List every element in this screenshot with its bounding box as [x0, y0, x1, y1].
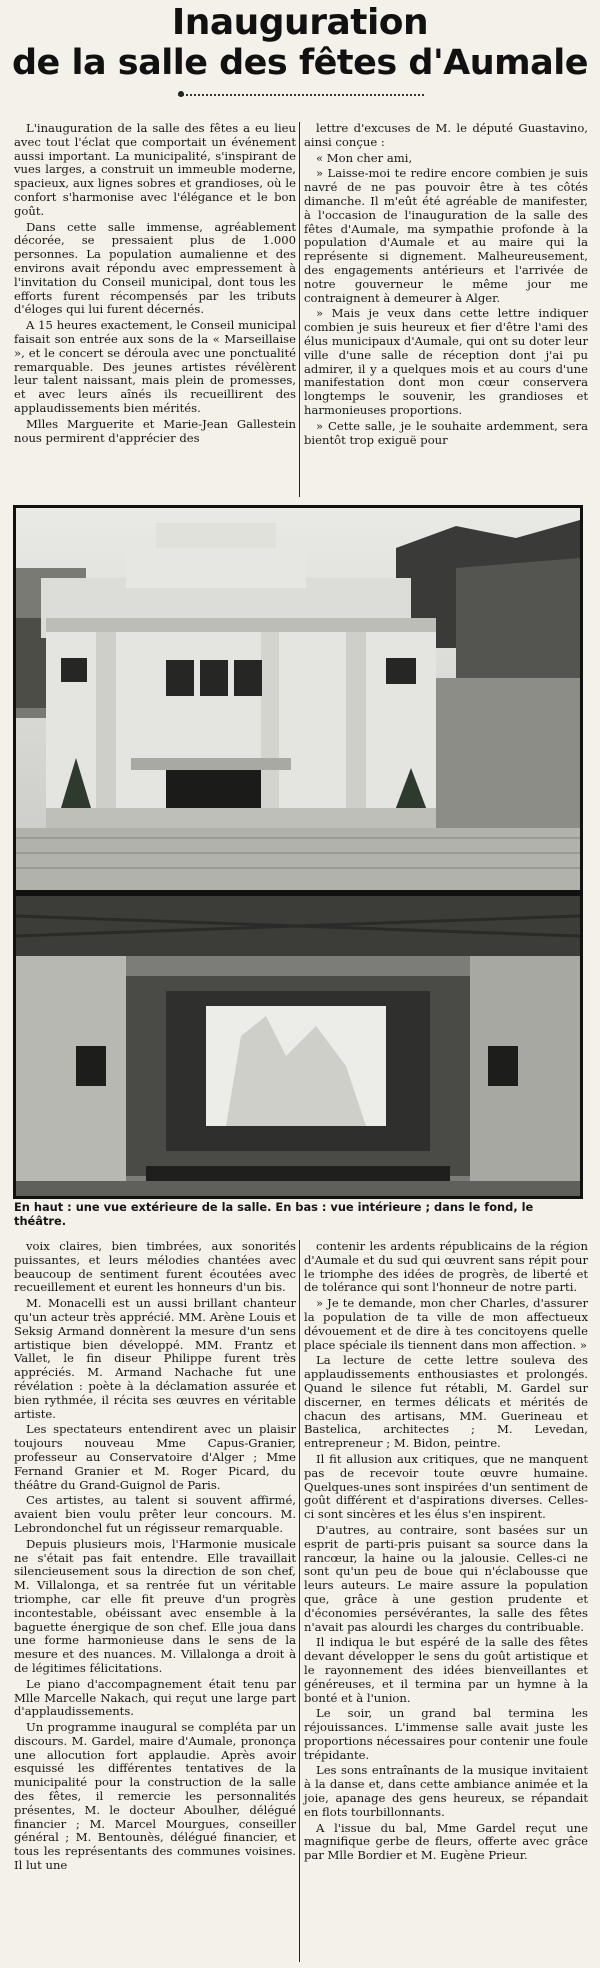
paragraph: Dans cette salle immense, agréablement décorée, se pressaient plus de 1.000 personnes. La population aumalienne et des environs avait répondu avec empressement à l'invitation du Conseil municipal, dont tous les efforts furent récompensés par les tributs d'éloges qui lui furent décernés.	[14, 219, 296, 317]
paragraph: A 15 heures exactement, le Conseil municipal faisait son entrée aux sons de la « Marseillaise », et le concert se déroula avec une ponctualité remarquable. Des jeunes artistes révélèrent leur talent naissant, mais plein de promesses, et avec leurs aînés ils recueillirent des applaudissements bien mérités.	[14, 318, 296, 415]
paragraph: Depuis plusieurs mois, l'Harmonie musicale ne s'était pas fait entendre. Elle travaillait silencieusement sous la direction de son chef, M. Villalonga, et sa rentrée fut un véritable triomphe, car elle fit preuve d'un progrès incontestable, obéissant avec ensemble à la baguette énergique de son chef. Elle joua dans une forme harmonieuse dans le sens de la mesure et des nuances. M. Villalonga a droit à de légitimes félicitations.	[14, 1536, 296, 1675]
headline-line-2: de la salle des fêtes d'Aumale	[11, 43, 588, 83]
paragraph: » Je te demande, mon cher Charles, d'assurer la population de ta ville de mon affectueux dévouement et de dire à tes concitoyens quelle place spéciale ils tiennent dans mon affection. »	[304, 1296, 588, 1352]
paragraph: Le piano d'accompagnement était tenu par Mlle Marcelle Nakach, qui reçut une large part d'applaudissements.	[14, 1676, 296, 1719]
paragraph: A l'issue du bal, Mme Gardel reçut une magnifique gerbe de fleurs, offerte avec grâce par Mlle Bordier et M. Eugène Prieur.	[304, 1820, 588, 1863]
paragraph: Les sons entraînants de la musique invitaient à la danse et, dans cette ambiance animée et la joie, apanage des gens heureux, se répandait en flots tourbillonnants.	[304, 1763, 588, 1819]
headline-rule	[178, 94, 424, 96]
paragraph: » Mais je veux dans cette lettre indiquer combien je suis heureux et fier d'être l'ami des élus municipaux d'Aumale, qui ont su doter leur ville d'une salle de réception dont j'ai pu admirer, il y a quelques mois et au cours d'une manifestation dont mon cœur conservera longtemps le souvenir, les grandioses et harmonieuses proportions.	[304, 306, 588, 417]
paragraph: voix claires, bien timbrées, aux sonorités puissantes, et leurs mélodies chantées avec beaucoup de sentiment furent écoutées avec recueillement et eurent les honneurs d'un bis.	[14, 1239, 296, 1295]
exterior-illustration	[16, 508, 580, 890]
paragraph: Ces artistes, au talent si souvent affirmé, avaient bien voulu prêter leur concours. M. Lebrondonchel fut un régisseur remarquable.	[14, 1493, 296, 1535]
interior-illustration	[16, 896, 580, 1196]
article-column-1	[14, 122, 296, 447]
interior-photo	[13, 893, 583, 1199]
paragraph: Il indiqua le but espéré de la salle des fêtes devant développer le sens du goût artistique et le rayonnement des idées bienveillantes et généreuses, et il termina par un hymne à la bonté et à l'union.	[304, 1635, 588, 1705]
column-divider	[299, 1240, 300, 1962]
article-column-4	[304, 1240, 588, 1865]
article-column-3	[14, 1240, 296, 1875]
exterior-photo	[13, 505, 583, 893]
headline-line-1: Inauguration	[171, 2, 429, 43]
paragraph: » Laisse-moi te redire encore combien je suis navré de ne pas pouvoir être à tes côtés dimanche. Il m'eût été agréable de manifester, à l'occasion de l'inauguration de la salle des fêtes d'Aumale, ma sympathie profonde à la population d'Aumale et au maire qui la représente si dignement. Malheureusement, des engagements antérieurs et l'arrivée de notre gouverneur le même jour me contraignent à demeurer à Alger.	[304, 166, 588, 305]
paragraph: L'inauguration de la salle des fêtes a eu lieu avec tout l'éclat que comportait un événement aussi important. La municipalité, s'inspirant de vues larges, a construit un immeuble moderne, spacieux, aux lignes sobres et grandioses, où le confort s'harmonise avec l'élégance et le bon goût.	[14, 121, 296, 218]
paragraph: « Mon cher ami,	[316, 150, 413, 165]
paragraph: contenir les ardents républicains de la région d'Aumale et du sud qui œuvrent sans répit pour le triomphe des idées de progrès, de liberté et de tolérance qui sont l'honneur de notre parti.	[304, 1239, 588, 1295]
paragraph: Un programme inaugural se compléta par un discours. M. Gardel, maire d'Aumale, prononça une allocution fort applaudie. Après avoir esquissé les différentes tentatives de la municipalité pour la construction de la salle des fêtes, il remercie les personnalités présentes, M. le docteur Aboulher, délégué financier ; M. Marcel Mourgues, conseiller général ; M. Bentounès, délégué financier, et tous les représentants des communes voisines. Il lut une	[14, 1720, 296, 1873]
paragraph: Il fit allusion aux critiques, que ne manquent pas de recevoir toute œuvre humaine. Quelques-unes sont inspirées d'un sentiment de goût différent et d'aspirations diverses. Celles-ci sont sincères et les élus s'en inspirent.	[304, 1451, 588, 1522]
photo-caption: En haut : une vue extérieure de la salle. En bas : vue intérieure ; dans le fond, le théâtre.	[14, 1200, 534, 1228]
paragraph: D'autres, au contraire, sont basées sur un esprit de parti-pris puisant sa source dans la rancœur, la haine ou la jalousie. Celles-ci ne sont qu'un peu de boue qui n'éclabousse que leurs auteurs. Le maire assure la population que, grâce à une gestion prudente et d'économies persévérantes, la salle des fêtes n'avait pas alourdi les charges du contribuable.	[304, 1522, 588, 1634]
paragraph: lettre d'excuses de M. le député Guastavino, ainsi conçue :	[304, 121, 588, 149]
paragraph: Le soir, un grand bal termina les réjouissances. L'immense salle avait juste les proportions nécessaires pour contenir une foule trépidante.	[304, 1706, 588, 1762]
paragraph: Mlles Marguerite et Marie-Jean Gallestein nous permirent d'apprécier des	[14, 416, 296, 445]
column-divider	[299, 122, 300, 497]
paragraph: M. Monacelli est un aussi brillant chanteur qu'un acteur très apprécié. MM. Arène Louis et Seksig Armand donnèrent la mesure d'un sens artistique bien développé. MM. Frantz et Vallet, le fin diseur Philippe furent très appréciés. M. Armand Nachache fut une révélation : poète à la déclamation assurée et bien rythmée, il récita ses œuvres en véritable artiste.	[14, 1296, 296, 1421]
paragraph: » Cette salle, je le souhaite ardemment, sera bientôt trop exiguë pour	[304, 418, 588, 447]
paragraph: Les spectateurs entendirent avec un plaisir toujours nouveau Mme Capus-Granier, professeur au Conservatoire d'Alger ; Mme Fernand Granier et M. Roger Picard, du théâtre du Grand-Guignol de Paris.	[14, 1422, 296, 1492]
article-column-2	[304, 122, 588, 449]
paragraph: La lecture de cette lettre souleva des applaudissements enthousiastes et prolongés. Quand le silence fut rétabli, M. Gardel sur discerner, en termes délicats et mérités de chacun des artisans, MM. Guerineau et Bastelica, architectes ; M. Levedan, entrepreneur ; M. Bidon, peintre.	[304, 1353, 588, 1451]
